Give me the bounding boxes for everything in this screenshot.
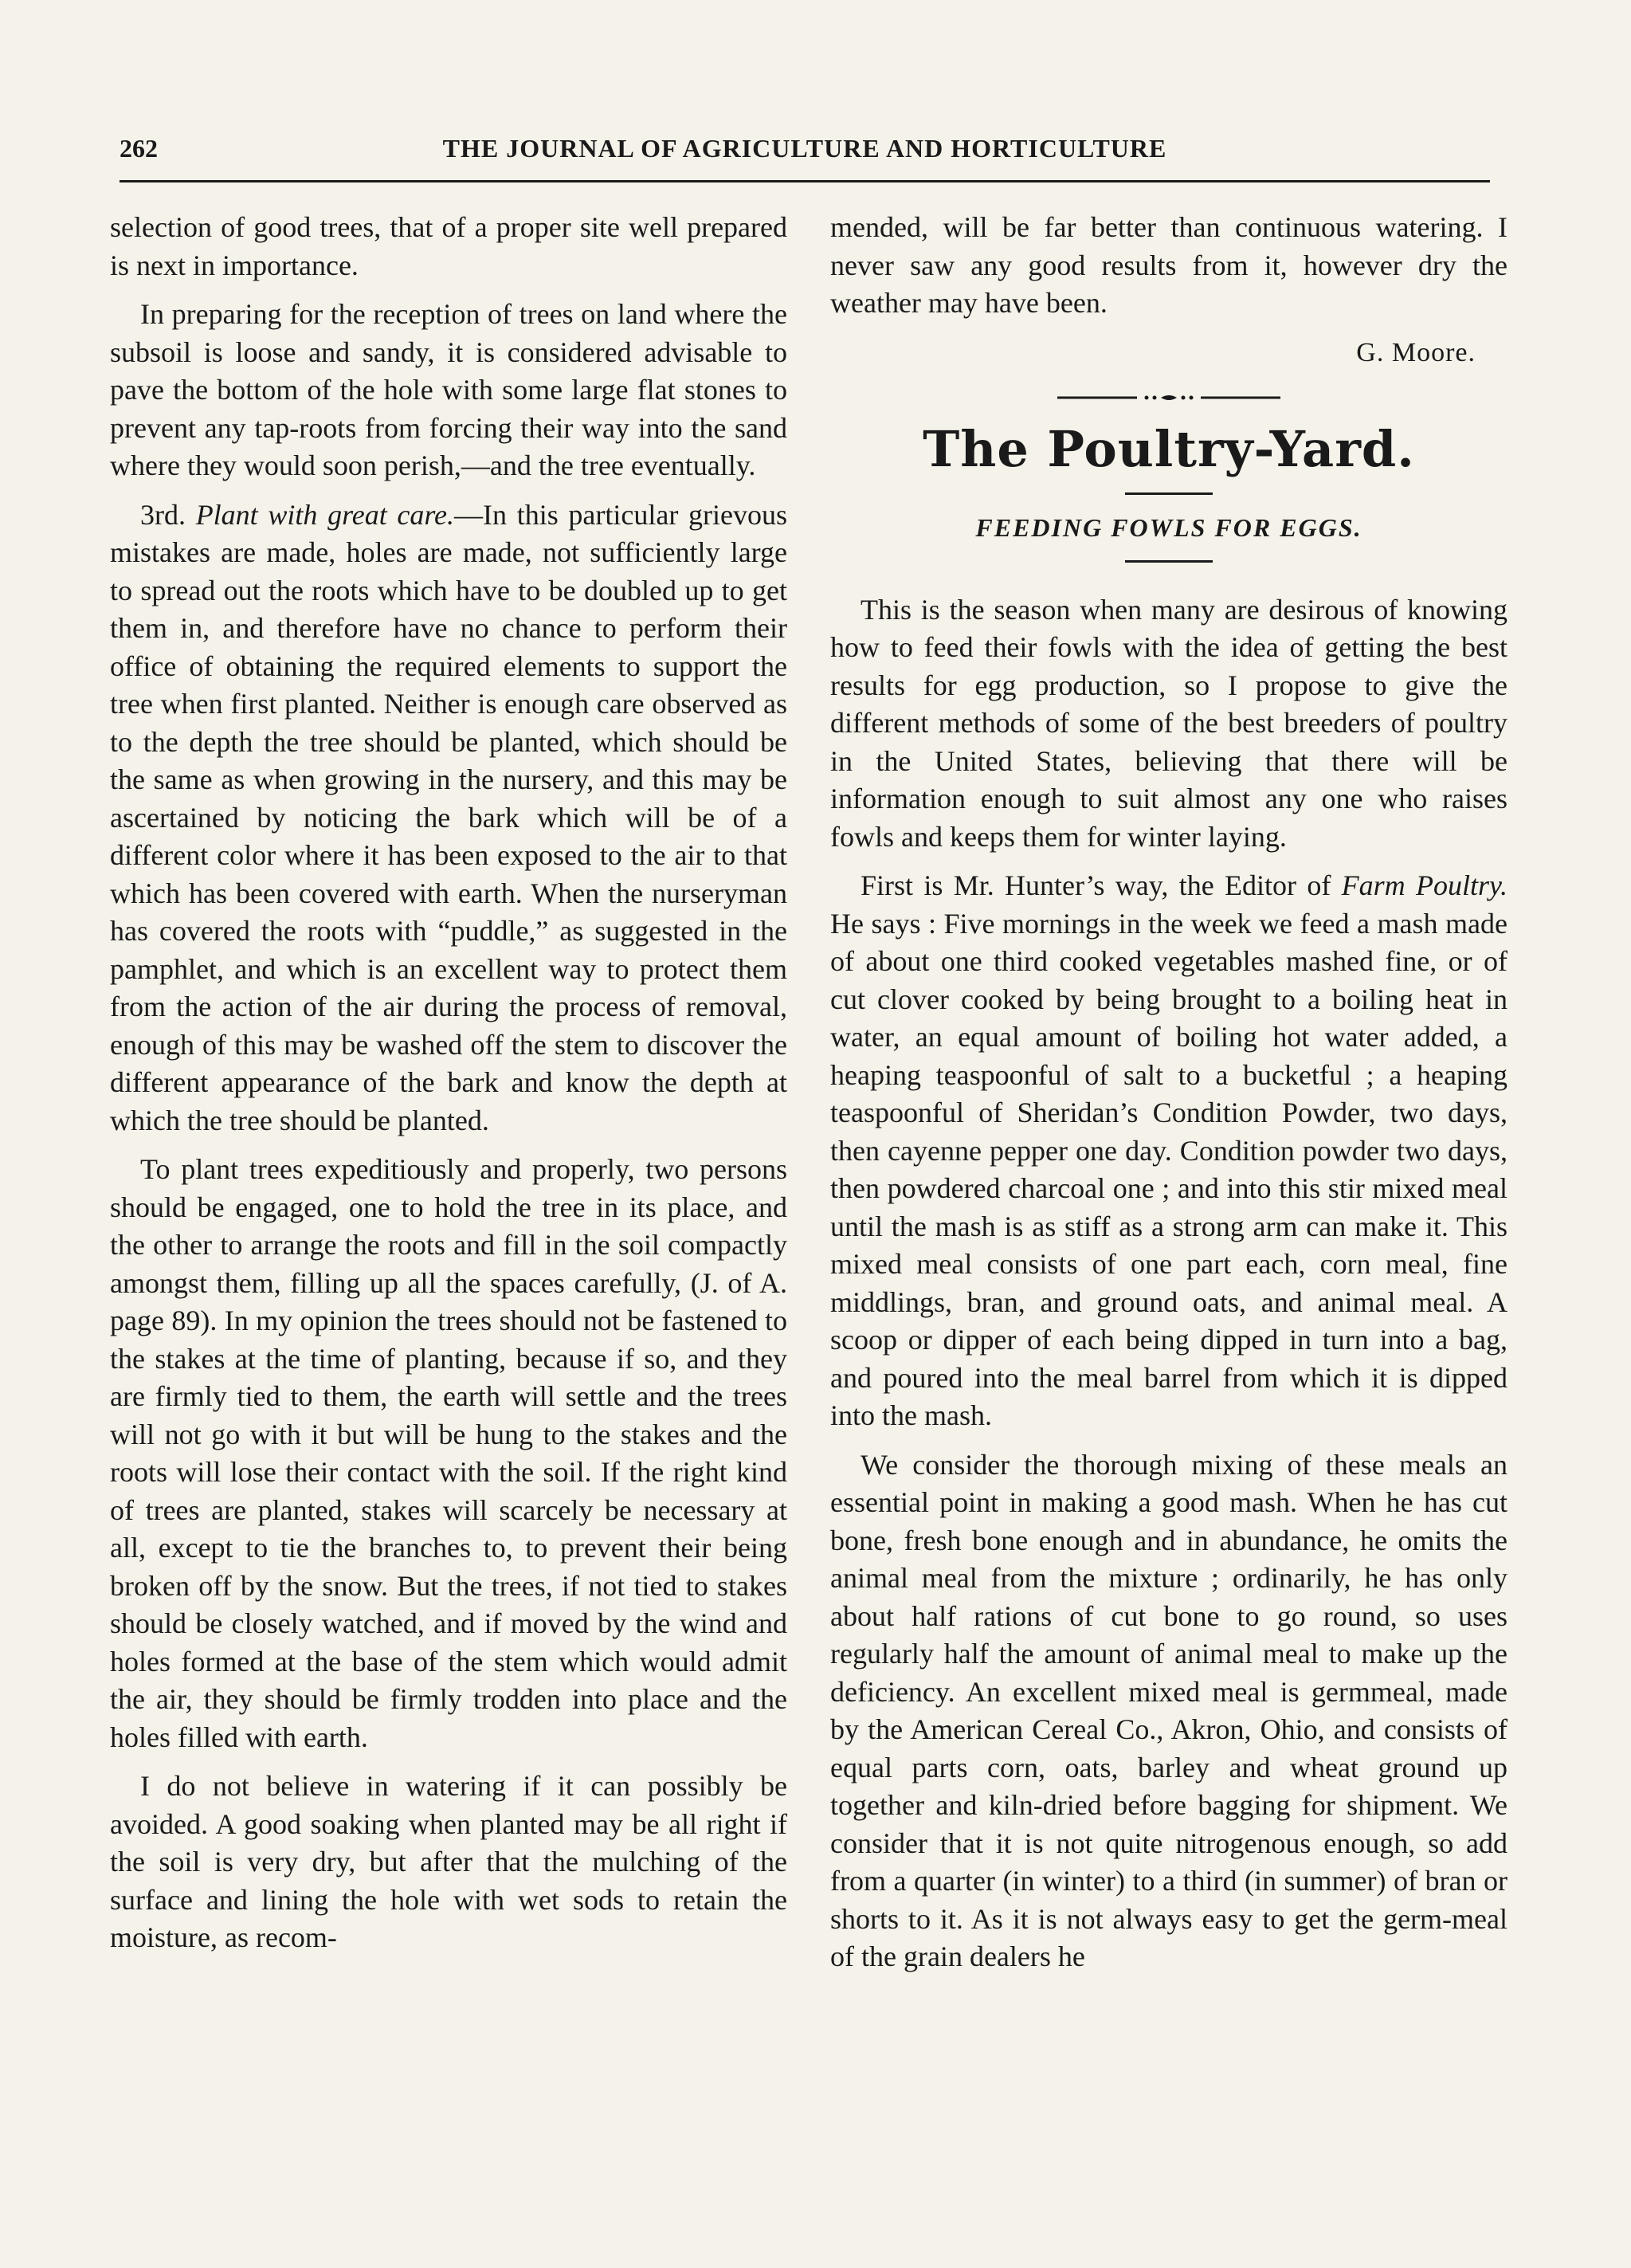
title-rule [1125,492,1213,495]
right-paragraph-3-italic: Farm Poultry. [1341,869,1508,901]
right-paragraph-1: mended, will be far better than continuous watering. I never saw any good results from it, however dry the weather may have been. [830,211,1507,319]
right-paragraph-3-lead: First is Mr. Hunter’s way, the Editor of [861,869,1342,901]
left-paragraph-1: selection of good trees, that of a proper site well prepared is next in importance. [110,211,787,281]
right-column [830,209,1507,1987]
header-rule [120,180,1490,182]
right-paragraph-2: This is the season when many are desirous of knowing how to feed their fowls with the idea of getting the best results for egg production, so I propose to give the different methods of some of the best breeders of poultry in the United States, believing that there will be information enough to suit almost any one who raises fowls and keeps them for winter laying. [830,593,1507,853]
left-paragraph-5: I do not believe in watering if it can possibly be avoided. A good soaking when planted may be all right if the soil is very dry, but after that the mulching of the surface and lining the hole with wet sods to retain the moisture, as recom- [110,1770,787,1953]
left-paragraph-2: In preparing for the reception of trees on land where the subsoil is loose and sandy, it is considered advisable to pave the bottom of the hole with some large flat stones to prevent any tap-roots from forcing their way into the sand where they would soon perish,—and the tree eventually. [110,298,787,481]
right-paragraph-4: We consider the thorough mixing of these meals an essential point in making a good mash. When he has cut bone, fresh bone enough and in abundance, he omits the animal meal from the mixture ; ordinarily, he has only about half rations of cut bone to go round, so uses regularly half the amount of animal meal to make up the deficiency. An excellent mixed meal is germmeal, made by the American Cereal Co., Akron, Ohio, and consists of equal parts corn, oats, barley and wheat ground up together and kiln-dried before bagging for shipment. We consider that it is not quite nitrogenous enough, so add from a quarter (in winter) to a third (in summer) of bran or shorts to it. As it is not always easy to get the germ-meal of the grain dealers he [830,1448,1507,1972]
right-paragraph-3-body: He says : Five mornings in the week we feed a mash made of about one third cooked vegetables mashed fine, or of cut clover cooked by being brought to a boiling heat in water, an equal amount of boiling hot water added, a heaping teaspoonful of salt to a bucketful ; a heaping teaspoonful of Sheridan’s Condition Powder, two days, then cayenne pepper one day. Condition powder two days, then powdered charcoal one ; and into this stir mixed meal until the mash is as stiff as a strong arm can make it. This mixed meal consists of one part each, corn meal, fine middlings, bran, and ground oats, and animal meal. A scoop or dipper of each being dipped in turn into a bag, and poured into the meal barrel from which it is dipped into the mash. [830,907,1507,1431]
running-head: THE JOURNAL OF AGRICULTURE AND HORTICULTURE [442,134,1167,163]
left-paragraph-3-body: —In this particular grievous mistakes are made, holes are made, not sufficiently large to spread out the roots which have to be doubled up to get them in, and therefore have no chance to perform their office of obtaining the required elements to support the tree when first planted. Neither is enough care observed as to the depth the tree should be planted, which should be the same as when growing in the nursery, and this may be ascertained by noticing the bark which will be of a different color where it has been exposed to the air to that which has been covered with earth. When the nurseryman has covered the roots with “puddle,” as suggested in the pamphlet, and which is an excellent way to protect them from the action of the air during the process of removal, enough of this may be washed off the stem to discover the different appearance of the bark and know the depth at which the tree should be planted. [110,498,788,1136]
left-paragraph-3-lead: 3rd. [140,498,196,531]
page-number: 262 [120,134,158,163]
article-title: FEEDING FOWLS FOR EGGS. [975,513,1362,542]
left-paragraph-3 [110,496,787,1140]
article-title-rule [1125,560,1213,563]
ornamental-divider [1057,392,1280,403]
section-title: The Poultry-Yard. [923,420,1415,478]
page-header [120,134,1490,182]
left-paragraph-3-italic: Plant with great care. [195,498,455,531]
author-signature: G. Moore. [1356,337,1476,367]
left-column [110,209,787,1968]
right-paragraph-3 [830,867,1507,1435]
left-paragraph-4: To plant trees expeditiously and properly, two persons should be engaged, one to hold the tree in its place, and the other to arrange the roots and fill in the soil compactly amongst them, filling up all the spaces carefully, (J. of A. page 89). In my opinion the trees should not be fastened to the stakes at the time of planting, because if so, and they are firmly tied to them, the earth will settle and the trees will not go with it but will be hung to the stakes and the roots will lose their contact with the soil. If the right kind of trees are planted, stakes will scarcely be necessary at all, except to tie the branches to, to prevent their being broken off by the snow. But the trees, if not tied to stakes should be closely watched, and if moved by the wind and holes formed at the base of the stem which would admit the air, they should be firmly trodden into place and the holes filled with earth. [110,1153,787,1753]
